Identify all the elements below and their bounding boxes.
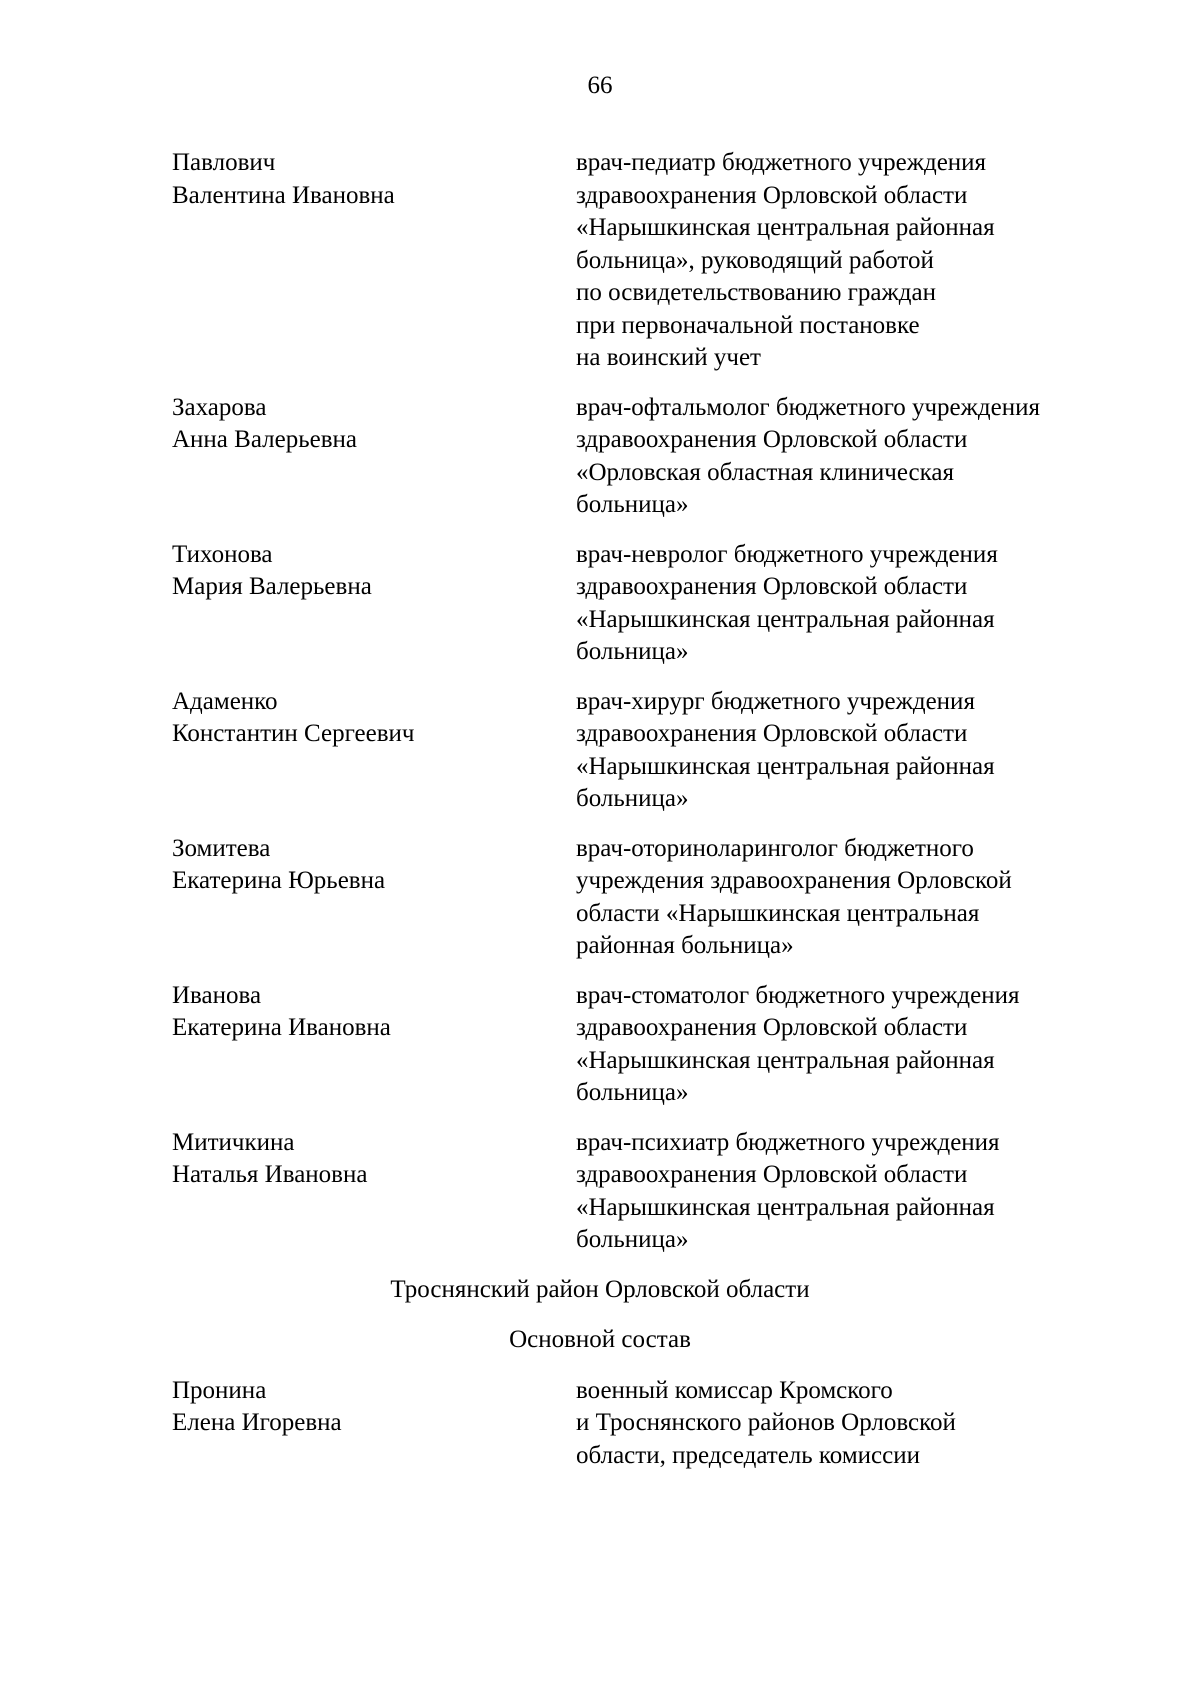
member-name (172, 1375, 576, 1473)
member-name (172, 539, 576, 669)
member-name (172, 980, 576, 1110)
member-position: врач-педиатр бюджетного учреждения здравоохранения Орловской области «Нарышкинская центральная районная больница», руководящий работой по освидетельствованию граждан при первоначальной постановке на воинский учет (576, 149, 995, 371)
member-surname: Иванова (172, 981, 262, 1009)
member-entry (172, 833, 1132, 963)
member-entry (172, 1127, 1132, 1257)
member-surname: Тихонова (172, 540, 273, 568)
member-position: врач-хирург бюджетного учреждения здравоохранения Орловской области «Нарышкинская центральная районная больница» (576, 687, 995, 812)
composition-heading: Основной состав (509, 1326, 691, 1353)
member-position: врач-психиатр бюджетного учреждения здравоохранения Орловской области «Нарышкинская центральная районная больница» (576, 1128, 1000, 1253)
member-entry (172, 686, 1132, 816)
member-position: врач-оториноларинголог бюджетного учреждения здравоохранения Орловской области «Нарышкинская центральная районная больница» (576, 834, 1012, 959)
member-list-nar (172, 147, 1132, 1257)
member-entry (172, 392, 1132, 522)
member-given-names: Валентина Ивановна (172, 181, 395, 209)
member-name (172, 686, 576, 816)
member-position: военный комиссар Кромского и Троснянского районов Орловской области, председатель комиссии (576, 1376, 956, 1469)
member-given-names: Константин Сергеевич (172, 720, 415, 747)
member-name (172, 392, 576, 522)
region-heading: Троснянский район Орловской области (390, 1275, 810, 1303)
member-position: врач-невролог бюджетного учреждения здравоохранения Орловской области «Нарышкинская центральная районная больница» (576, 540, 998, 665)
page-number: 66 (587, 72, 613, 99)
member-entry (172, 539, 1132, 669)
member-surname: Зомитева (172, 834, 271, 862)
member-entry (172, 1375, 1132, 1473)
member-entry (172, 980, 1132, 1110)
member-given-names: Наталья Ивановна (172, 1161, 368, 1188)
member-name (172, 147, 576, 375)
member-position: врач-офтальмолог бюджетного учреждения здравоохранения Орловской области «Орловская областная клиническая больница» (576, 393, 1040, 518)
commission-list (172, 147, 1132, 1489)
member-given-names: Анна Валерьевна (172, 426, 357, 453)
member-name (172, 833, 576, 963)
member-entry (172, 147, 1132, 375)
member-position: врач-стоматолог бюджетного учреждения здравоохранения Орловской области «Нарышкинская центральная районная больница» (576, 981, 1020, 1106)
member-surname: Захарова (172, 393, 267, 421)
member-given-names: Елена Игоревна (172, 1409, 342, 1436)
member-surname: Пронина (172, 1376, 267, 1404)
member-given-names: Екатерина Ивановна (172, 1014, 391, 1041)
member-surname: Адаменко (172, 687, 278, 715)
member-given-names: Мария Валерьевна (172, 573, 372, 600)
member-name (172, 1127, 576, 1257)
member-surname: Митичкина (172, 1128, 295, 1156)
member-given-names: Екатерина Юрьевна (172, 867, 386, 894)
member-list-tros (172, 1375, 1132, 1473)
member-surname: Павлович (172, 149, 276, 176)
